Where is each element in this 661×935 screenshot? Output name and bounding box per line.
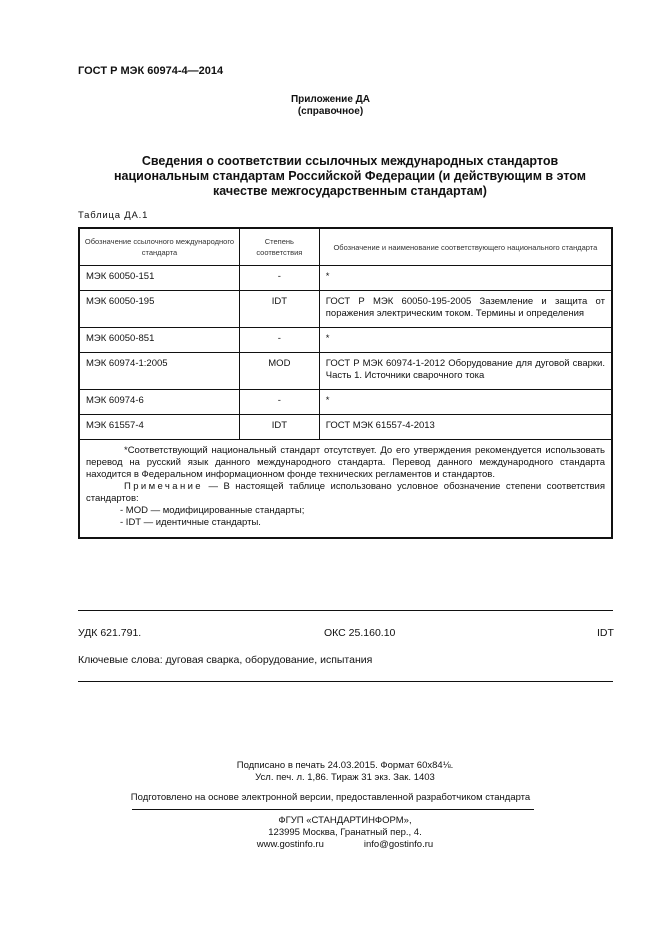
- divider: [78, 681, 613, 682]
- table-row: [79, 353, 612, 390]
- table-row: [79, 390, 612, 415]
- table-row: [79, 415, 612, 440]
- annex-heading: [0, 94, 661, 118]
- cell-degree: IDT: [239, 291, 319, 328]
- cell-national: ГОСТ МЭК 61557-4-2013: [319, 415, 612, 440]
- annex-title: Приложение ДА: [290, 94, 371, 105]
- cell-national: ГОСТ Р МЭК 60974-1-2012 Оборудование для дуговой сварки. Часть 1. Источники сварочного тока: [319, 353, 612, 390]
- cell-ref: МЭК 60050-151: [79, 266, 239, 291]
- imprint-line: Усл. печ. л. 1,86. Тираж 31 экз. Зак. 1403: [255, 772, 435, 783]
- cell-national: *: [319, 266, 612, 291]
- cell-national: *: [319, 328, 612, 353]
- publisher-name: ФГУП «СТАНДАРТИНФОРМ»,: [278, 815, 412, 826]
- cell-degree: MOD: [239, 353, 319, 390]
- title-line: качестве межгосударственным стандартам): [213, 184, 487, 198]
- note-text: — В настоящей таблице использовано условное обозначение степени соответствия стандартов:: [86, 481, 605, 504]
- correspondence-table: [78, 227, 613, 539]
- header-ref-standard: Обозначение ссылочного международного стандарта: [79, 228, 239, 266]
- annex-subtitle: (справочное): [297, 106, 364, 117]
- cell-ref: МЭК 61557-4: [79, 415, 239, 440]
- header-degree: Степень соответствия: [239, 228, 319, 266]
- udk-code: УДК 621.791.: [78, 627, 142, 639]
- degree-code: IDT: [597, 627, 614, 639]
- table-caption: Таблица ДА.1: [78, 210, 149, 221]
- print-imprint: [0, 760, 661, 784]
- table-row: [79, 291, 612, 328]
- title-line: Сведения о соответствии ссылочных международных стандартов: [141, 154, 559, 168]
- page-title: [70, 154, 630, 199]
- footnote-text: *Соответствующий национальный стандарт отсутствует. До его утверждения рекомендуется использовать перевод на русский язык данного международного стандарта. Перевод данного международного стандарта находится в Федеральном информационном фонде технических регламентов и стандартов.: [86, 445, 605, 480]
- cell-national: *: [319, 390, 612, 415]
- document-code: ГОСТ Р МЭК 60974-4—2014: [78, 65, 224, 77]
- keywords: Ключевые слова: дуговая сварка, оборудование, испытания: [78, 654, 373, 666]
- website-link[interactable]: www.gostinfo.ru: [256, 839, 324, 850]
- cell-degree: -: [239, 328, 319, 353]
- note-item: - MOD — модифицированные стандарты;: [120, 505, 305, 516]
- table-footnote-row: [79, 440, 612, 539]
- oks-code: ОКС 25.160.10: [324, 627, 396, 639]
- divider: [132, 809, 534, 810]
- cell-ref: МЭК 60050-851: [79, 328, 239, 353]
- table-header-row: [79, 228, 612, 266]
- divider: [78, 610, 613, 611]
- imprint-line: Подписано в печать 24.03.2015. Формат 60x84⅛.: [236, 760, 454, 771]
- table-row: [79, 328, 612, 353]
- note-label: Примечание: [124, 481, 203, 492]
- cell-ref: МЭК 60974-6: [79, 390, 239, 415]
- note-item: - IDT — идентичные стандарты.: [120, 517, 261, 528]
- cell-ref: МЭК 60050-195: [79, 291, 239, 328]
- table-note: [86, 481, 605, 505]
- table-row: [79, 266, 612, 291]
- table-footnote: [79, 440, 612, 539]
- cell-national: ГОСТ Р МЭК 60050-195-2005 Заземление и защита от поражения электрическим током. Термины и определения: [319, 291, 612, 328]
- prepared-note: Подготовлено на основе электронной версии, предоставленной разработчиком стандарта: [130, 792, 531, 803]
- publisher-address: 123995 Москва, Гранатный пер., 4.: [268, 827, 422, 838]
- cell-degree: -: [239, 266, 319, 291]
- title-line: национальным стандартам Российской Федерации (и действующим в этом: [113, 169, 586, 183]
- email-link[interactable]: info@gostinfo.ru: [363, 839, 434, 850]
- cell-ref: МЭК 60974-1:2005: [79, 353, 239, 390]
- cell-degree: IDT: [239, 415, 319, 440]
- publisher-block: [0, 815, 661, 851]
- publisher-contacts: [0, 839, 661, 851]
- header-national-standard: Обозначение и наименование соответствующего национального стандарта: [319, 228, 612, 266]
- cell-degree: -: [239, 390, 319, 415]
